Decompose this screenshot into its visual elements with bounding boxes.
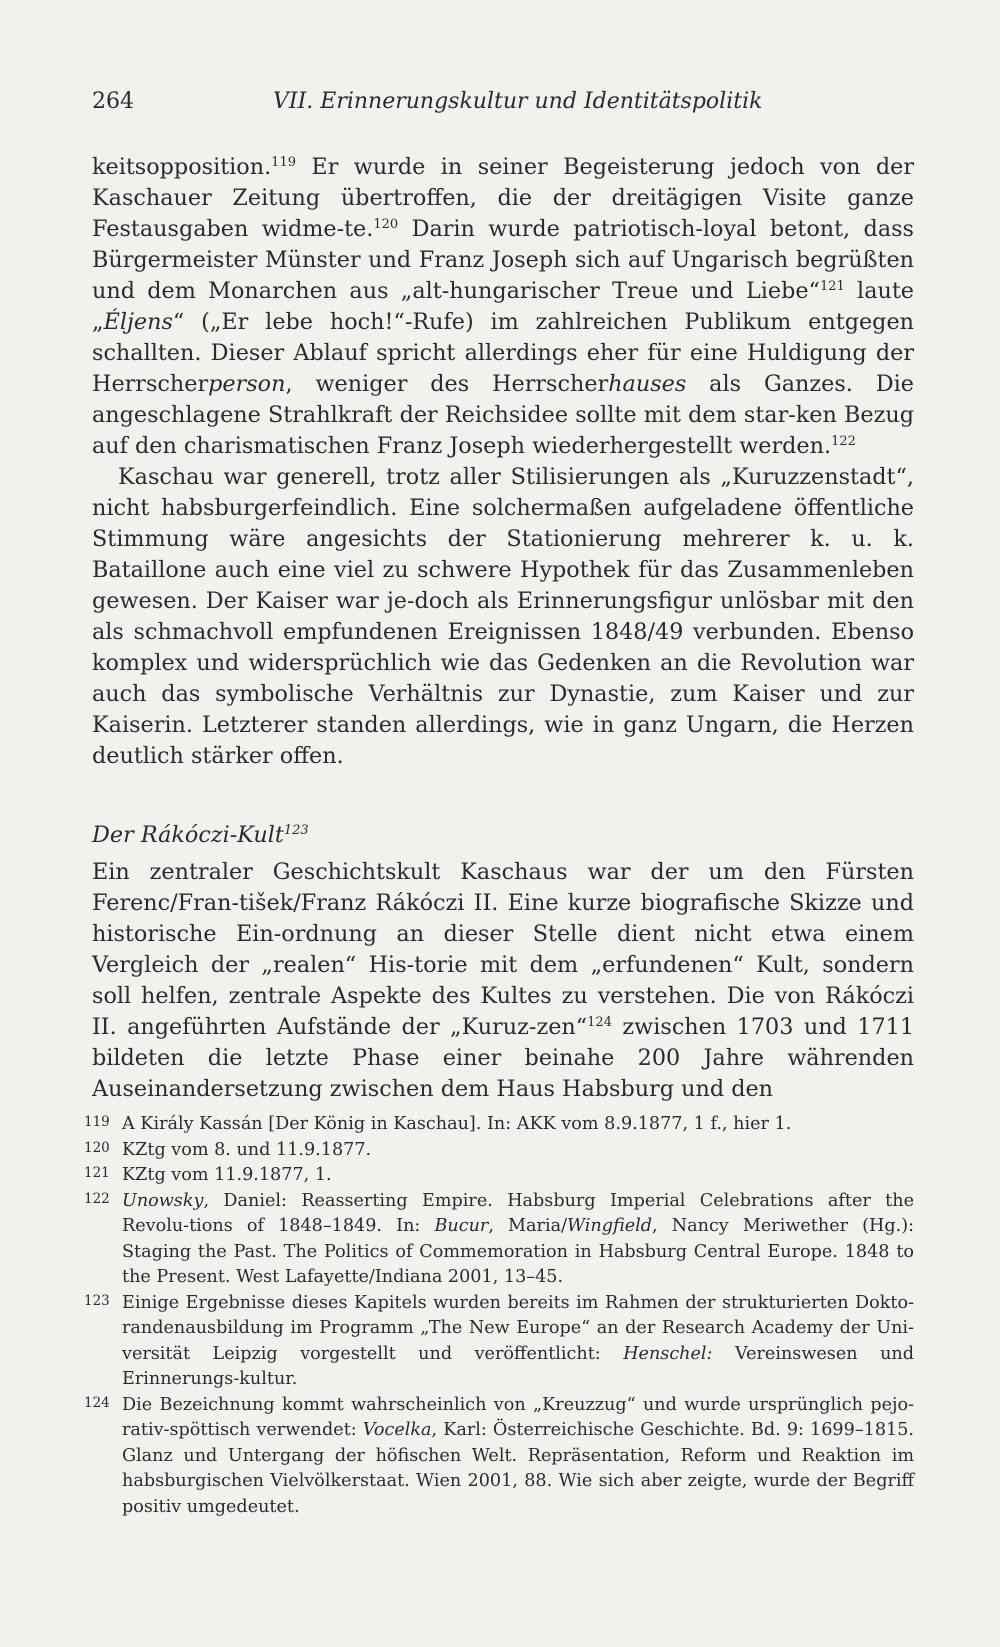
footnote-ref: 124 — [587, 1015, 612, 1030]
footnote-ref: 122 — [831, 434, 856, 449]
footnote-124: 124 Die Bezeichnung kommt wahrscheinlich von „Kreuzzug“ und wurde ursprünglich pejo-rativ-spöttisch verwendet: Vocelka, Karl: Österreichische Geschichte. Bd. 9: 1699–1815. Glanz und Untergang der höfischen Welt. Repräsentation, Reform und Reaktion im habsburgischen Vielvölkerstaat. Wien 2001, 88. Wie sich aber zeigte, wurde der Begriff positiv umgedeutet. — [84, 1393, 914, 1521]
footnote-120: 120 KZtg vom 8. und 11.9.1877. — [84, 1138, 914, 1164]
footnote-123: 123 Einige Ergebnisse dieses Kapitels wurden bereits im Rahmen der strukturierten Dokto-randenausbildung im Programm „The New Europe“ an der Research Academy der Uni-versität Leipzig vorgestellt und veröffentlicht: Henschel: Vereinswesen und Erinnerungs-kultur. — [84, 1291, 914, 1393]
footnotes — [84, 1112, 914, 1520]
footnote-number: 123 — [84, 1292, 110, 1309]
paragraph-1: keitsopposition.$^{119}$ Er wurde in seiner Begeisterung jedoch von der Kaschauer Zeitung übertroffen, die der dreitägigen Visite ganze Festausgaben widme-te.$^{120}$ Darin wurde patriotisch-loyal betont, dass Bürgermeister Münster und Franz Joseph sich auf Ungarisch begrüßten und dem Monarchen aus „alt-hungarischer Treue und Liebe“$^{121}$ laute „Éljens“ („Er lebe hoch!“-Rufe) im zahlreichen Publikum entgegen schallten. Dieser Ablauf spricht allerdings eher für eine Huldigung der Herrscherperson, weniger des Herrscherhauses als Ganzes. Die angeschlagene Strahlkraft der Reichsidee sollte mit dem star-ken Bezug auf den charismatischen Franz Joseph wiederhergestellt werden.$^{122}$ — [92, 154, 914, 459]
footnote-number: 120 — [84, 1139, 110, 1156]
footnote-ref: 119 — [271, 155, 296, 170]
main-text — [92, 152, 914, 1105]
footnote-ref: 120 — [373, 217, 399, 232]
footnote-122: 122 Unowsky, Daniel: Reasserting Empire. Habsburg Imperial Celebrations after the Revolu-tions of 1848–1849. In: Bucur, Maria/Wingfield, Nancy Meriwether (Hg.): Staging the Past. The Politics of Commemoration in Habsburg Central Europe. 1848 to the Present. West Lafayette/Indiana 2001, 13–45. — [84, 1189, 914, 1291]
running-title: VII. Erinnerungskultur und Identitätspolitik — [273, 89, 763, 114]
page-number: 264 — [92, 89, 134, 114]
footnote-number: 119 — [84, 1114, 110, 1130]
footnote-number: 124 — [84, 1394, 110, 1411]
footnote-119: 119 A Király Kassán [Der König in Kaschau]. In: AKK vom 8.9.1877, 1 f., hier 1. — [84, 1112, 914, 1138]
footnote-ref: 121 — [819, 279, 845, 294]
footnote-ref: 123 — [283, 823, 309, 838]
footnote-121: 121 KZtg vom 11.9.1877, 1. — [84, 1163, 914, 1189]
section-heading: Der Rákóczi-Kult$^{123}$ — [92, 822, 309, 848]
paragraph-2: Kaschau war generell, trotz aller Stilisierungen als „Kuruzzenstadt“, nicht habsburgerfeindlich. Eine solchermaßen aufgeladene öffentliche Stimmung wäre angesichts der Stationierung mehrerer k. u. k. Bataillone auch eine viel zu schwere Hypothek für das Zusammenleben gewesen. Der Kaiser war je-doch als Erinnerungsfigur unlösbar mit den als schmachvoll empfundenen Ereignissen 1848/49 verbunden. Ebenso komplex und widersprüchlich wie das Gedenken an die Revolution war auch das symbolische Verhältnis zur Dynastie, zum Kaiser und zur Kaiserin. Letzterer standen allerdings, wie in ganz Ungarn, die Herzen deutlich stärker offen. — [92, 464, 914, 769]
footnote-number: 122 — [84, 1190, 110, 1207]
paragraph-3: Ein zentraler Geschichtskult Kaschaus war der um den Fürsten Ferenc/Fran-tišek/Franz Rákóczi II. Eine kurze biografische Skizze und historische Ein-ordnung an dieser Stelle dient nicht etwa einem Vergleich der „realen“ His-torie mit dem „erfundenen“ Kult, sondern soll helfen, zentrale Aspekte des Kultes zu verstehen. Die von Rákóczi II. angeführten Aufstände der „Kuruz-zen“$^{124}$ zwischen 1703 und 1711 bildeten die letzte Phase einer beinahe 200 Jahre währenden Auseinandersetzung zwischen dem Haus Habsburg und den — [92, 859, 914, 1102]
footnote-number: 121 — [84, 1165, 110, 1181]
page-header — [92, 88, 912, 116]
